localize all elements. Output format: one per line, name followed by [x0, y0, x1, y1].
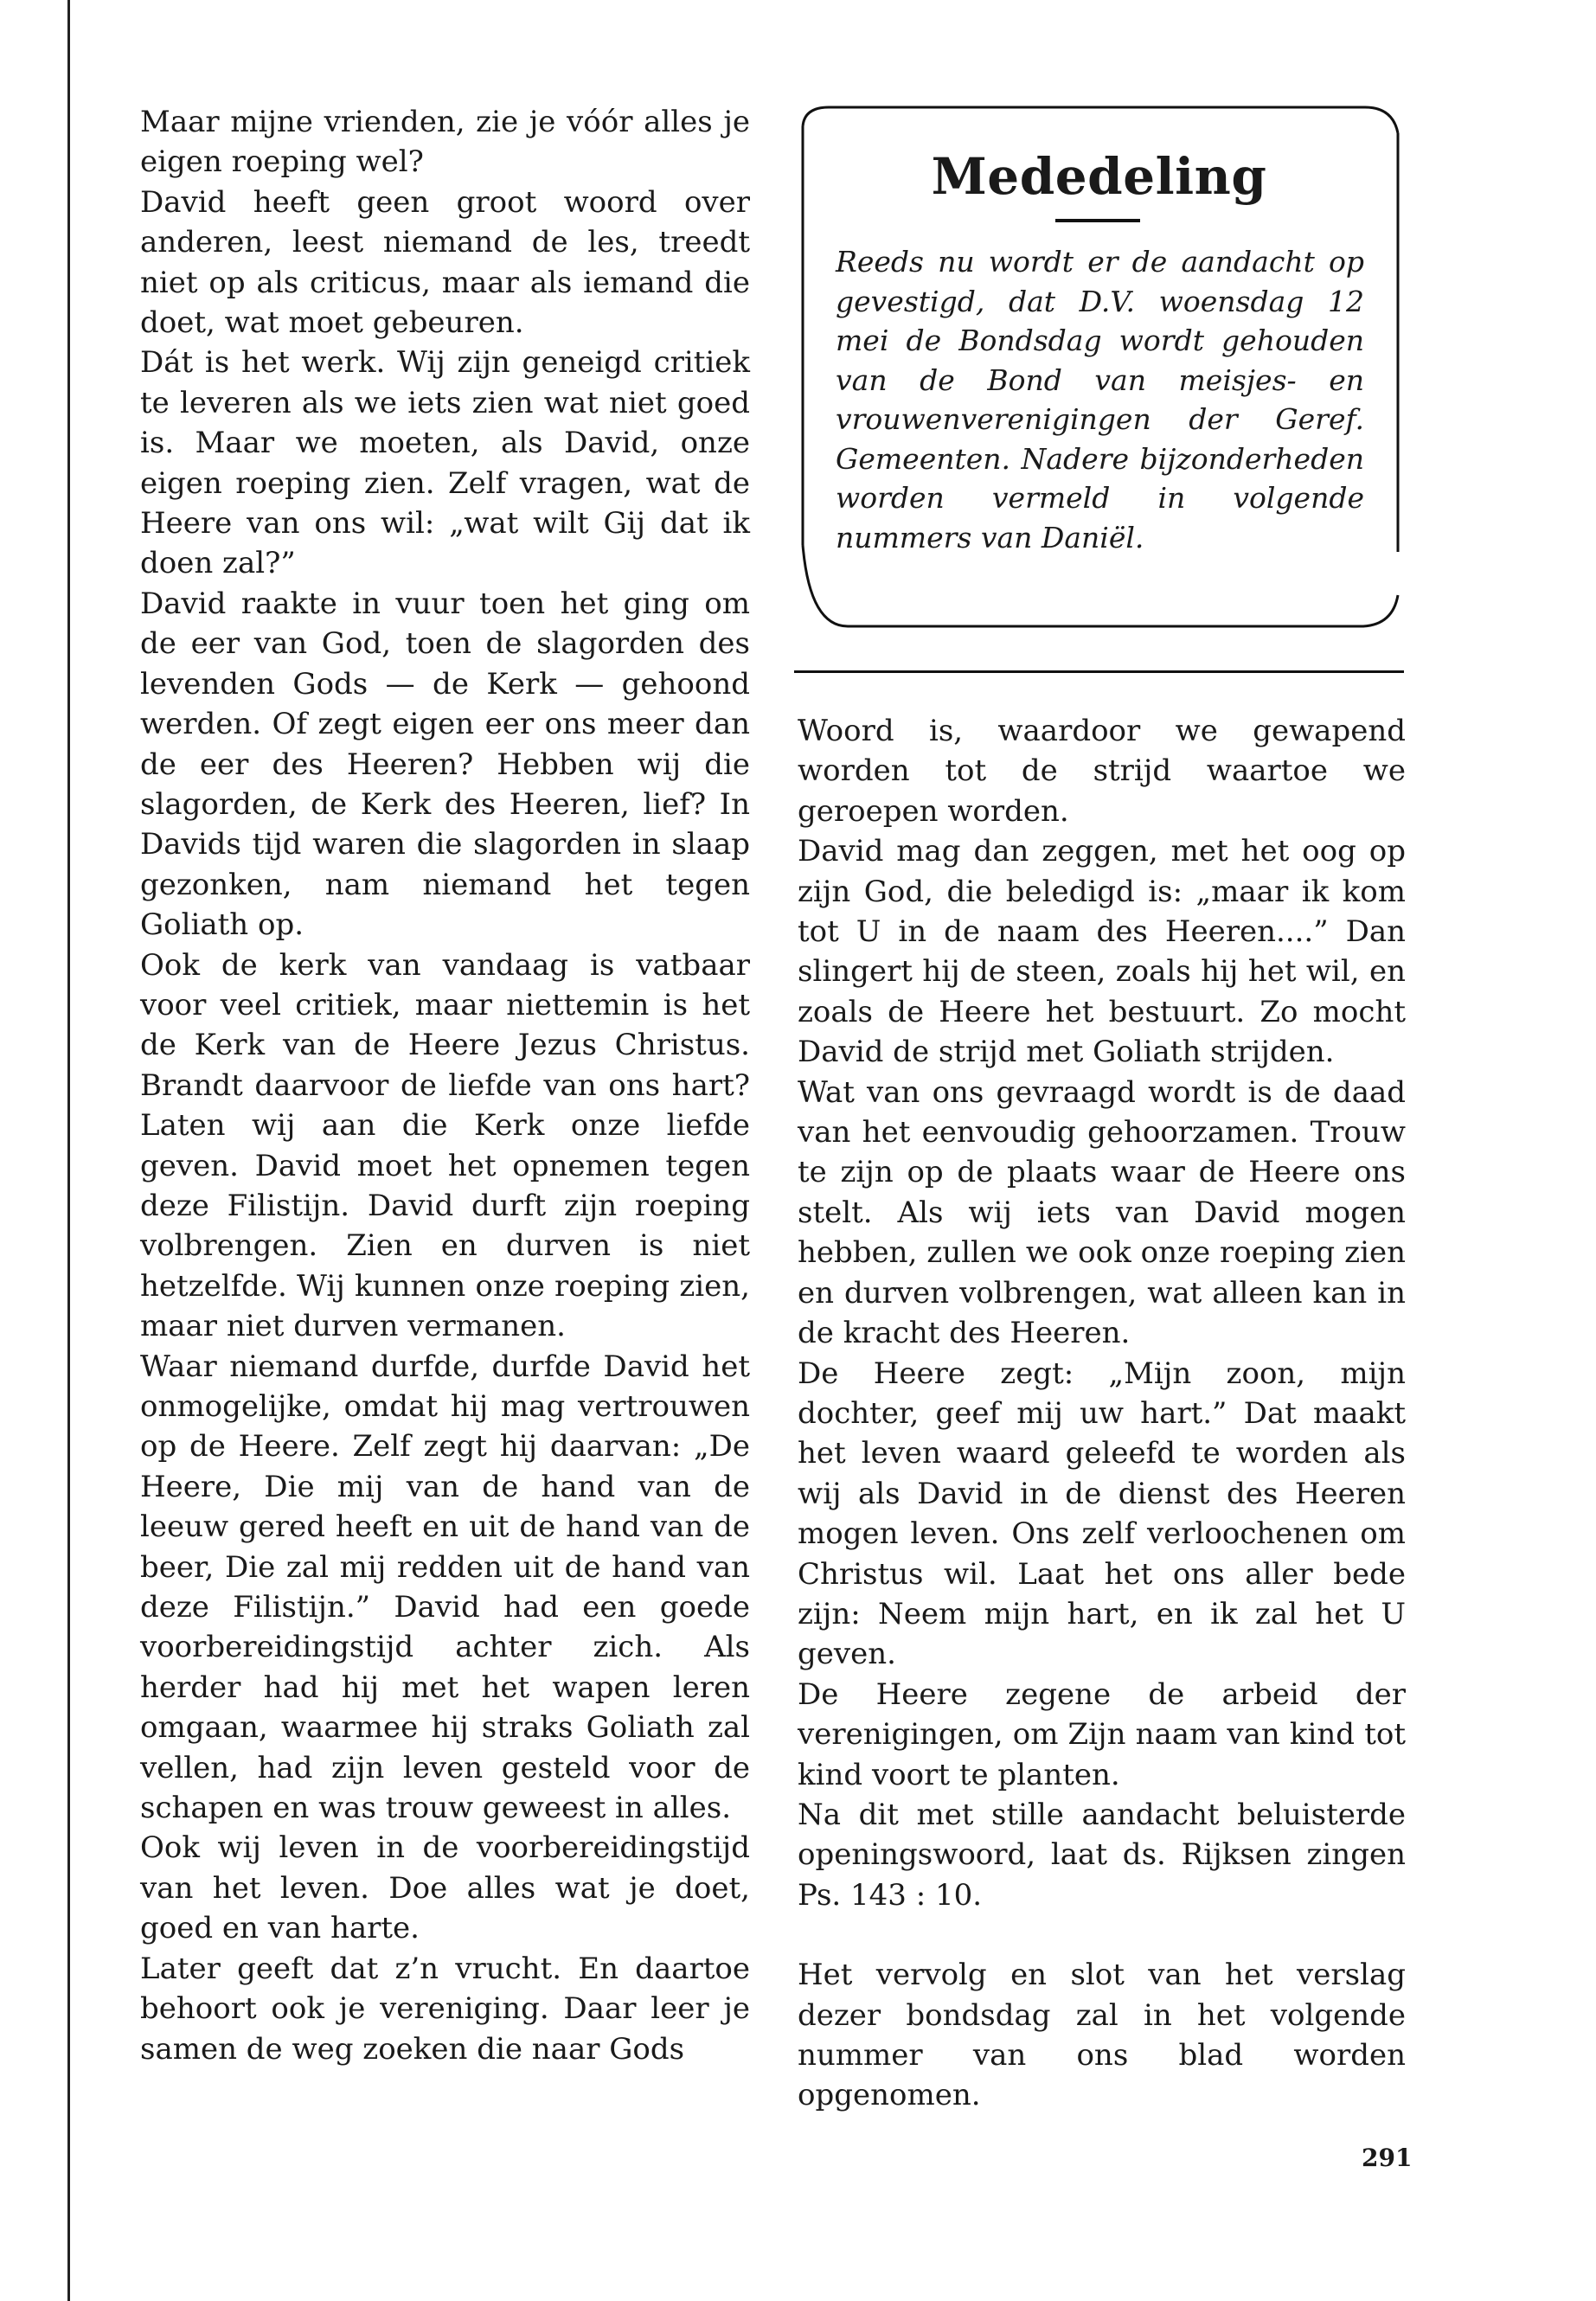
- right-text-column: [798, 711, 1406, 2116]
- paragraph: Maar mijne vrienden, zie je vóór alles je eigen roeping wel?: [140, 105, 750, 180]
- notice-box: [794, 102, 1404, 631]
- left-text-column: [140, 102, 750, 2069]
- paragraph: Ook de kerk van vandaag is vatbaar voor veel critiek, maar niettemin is het de Kerk van de Heere Jezus Christus. Brandt daarvoor de liefde van ons hart? Laten wij aan die Kerk onze liefde geven. David moet het opnemen tegen deze Filistijn. David durft zijn roeping volbrengen. Zien en durven is niet hetzelfde. Wij kunnen onze roeping zien, maar niet durven vermanen.: [140, 947, 750, 1344]
- column-divider-rule: [794, 670, 1404, 673]
- paragraph: Dát is het werk. Wij zijn geneigd critiek te leveren als we iets zien wat niet goed is. Maar we moeten, als David, onze eigen roeping zien. Zelf vragen, wat de Heere van ons wil: „wat wilt Gij dat ik doen zal?”: [140, 345, 750, 581]
- paragraph: Woord is, waardoor we gewapend worden tot de strijd waartoe we geroepen worden.: [798, 714, 1406, 829]
- paragraph: David mag dan zeggen, met het oog op zijn God, die beledigd is: „maar ik kom tot U in de naam des Heeren....” Dan slingert hij de steen, zoals hij het wil, en zoals de Heere het bestuurt. Zo mocht David de strijd met Goliath strijden.: [798, 834, 1406, 1070]
- closing-note: Het vervolg en slot van het verslag dezer bondsdag zal in het volgende nummer van ons blad worden opgenomen.: [798, 1958, 1406, 2113]
- binding-edge-line: [67, 0, 70, 2301]
- paragraph: Later geeft dat z’n vrucht. En daartoe behoort ook je vereniging. Daar leer je samen de weg zoeken die naar Gods: [140, 1951, 750, 2067]
- notice-text: Reeds nu wordt er de aandacht op gevestigd, dat D.V. woensdag 12 mei de Bondsdag wordt gehouden van de Bond van meisjes- en vrouwenverenigingen der Geref. Gemeenten. Nadere bijzonderheden worden vermeld in volgende nummers van Daniël.: [836, 245, 1364, 554]
- paragraph: Waar niemand durfde, durfde David het onmogelijke, omdat hij mag vertrouwen op de Heere. Zelf zegt hij daarvan: „De Heere, Die mij van de hand van de leeuw gered heeft en uit de hand van de beer, Die zal mij redden uit de hand van deze Filistijn.” David had een goede voorbereidingstijd achter zich. Als herder had hij met het wapen leren omgaan, waarmee hij straks Goliath zal vellen, had zijn leven gesteld voor de schapen en was trouw geweest in alles.: [140, 1349, 750, 1826]
- paragraph: Wat van ons gevraagd wordt is de daad van het eenvoudig gehoorzamen. Trouw te zijn op de plaats waar de Heere ons stelt. Als wij iets van David mogen hebben, zullen we ook onze roeping zien en durven volbrengen, wat alleen kan in de kracht des Heeren.: [798, 1074, 1406, 1351]
- paragraph-gap: [798, 1915, 1406, 1955]
- notice-title-rule: [1055, 219, 1140, 222]
- paragraph: De Heere zegt: „Mijn zoon, mijn dochter, geef mij uw hart.” Dat maakt het leven waard geleefd te worden als wij als David in de dienst des Heeren mogen leven. Ons zelf verloochenen om Christus wil. Laat het ons aller bede zijn: Neem mijn hart, en ik zal het U geven.: [798, 1356, 1406, 1672]
- paragraph: Na dit met stille aandacht beluisterde openingswoord, laat ds. Rijksen zingen Ps. 143 : 10.: [798, 1797, 1406, 1913]
- paragraph: David raakte in vuur toen het ging om de eer van God, toen de slagorden des levenden Gods — de Kerk — gehoond werden. Of zegt eigen eer ons meer dan de eer des Heeren? Hebben wij die slagorden, de Kerk des Heeren, lief? In Davids tijd waren die slagorden in slaap gezonken, nam niemand het tegen Goliath op.: [140, 586, 750, 943]
- paragraph: Ook wij leven in de voorbereidingstijd van het leven. Doe alles wat je doet, goed en van harte.: [140, 1830, 750, 1946]
- paragraph: David heeft geen groot woord over anderen, leest niemand de les, treedt niet op als criticus, maar als iemand die doet, wat moet gebeuren.: [140, 184, 750, 341]
- page-number: 291: [1362, 2144, 1413, 2172]
- notice-title: Mededeling: [931, 147, 1267, 206]
- paragraph: De Heere zegene de arbeid der verenigingen, om Zijn naam van kind tot kind voort te planten.: [798, 1676, 1406, 1792]
